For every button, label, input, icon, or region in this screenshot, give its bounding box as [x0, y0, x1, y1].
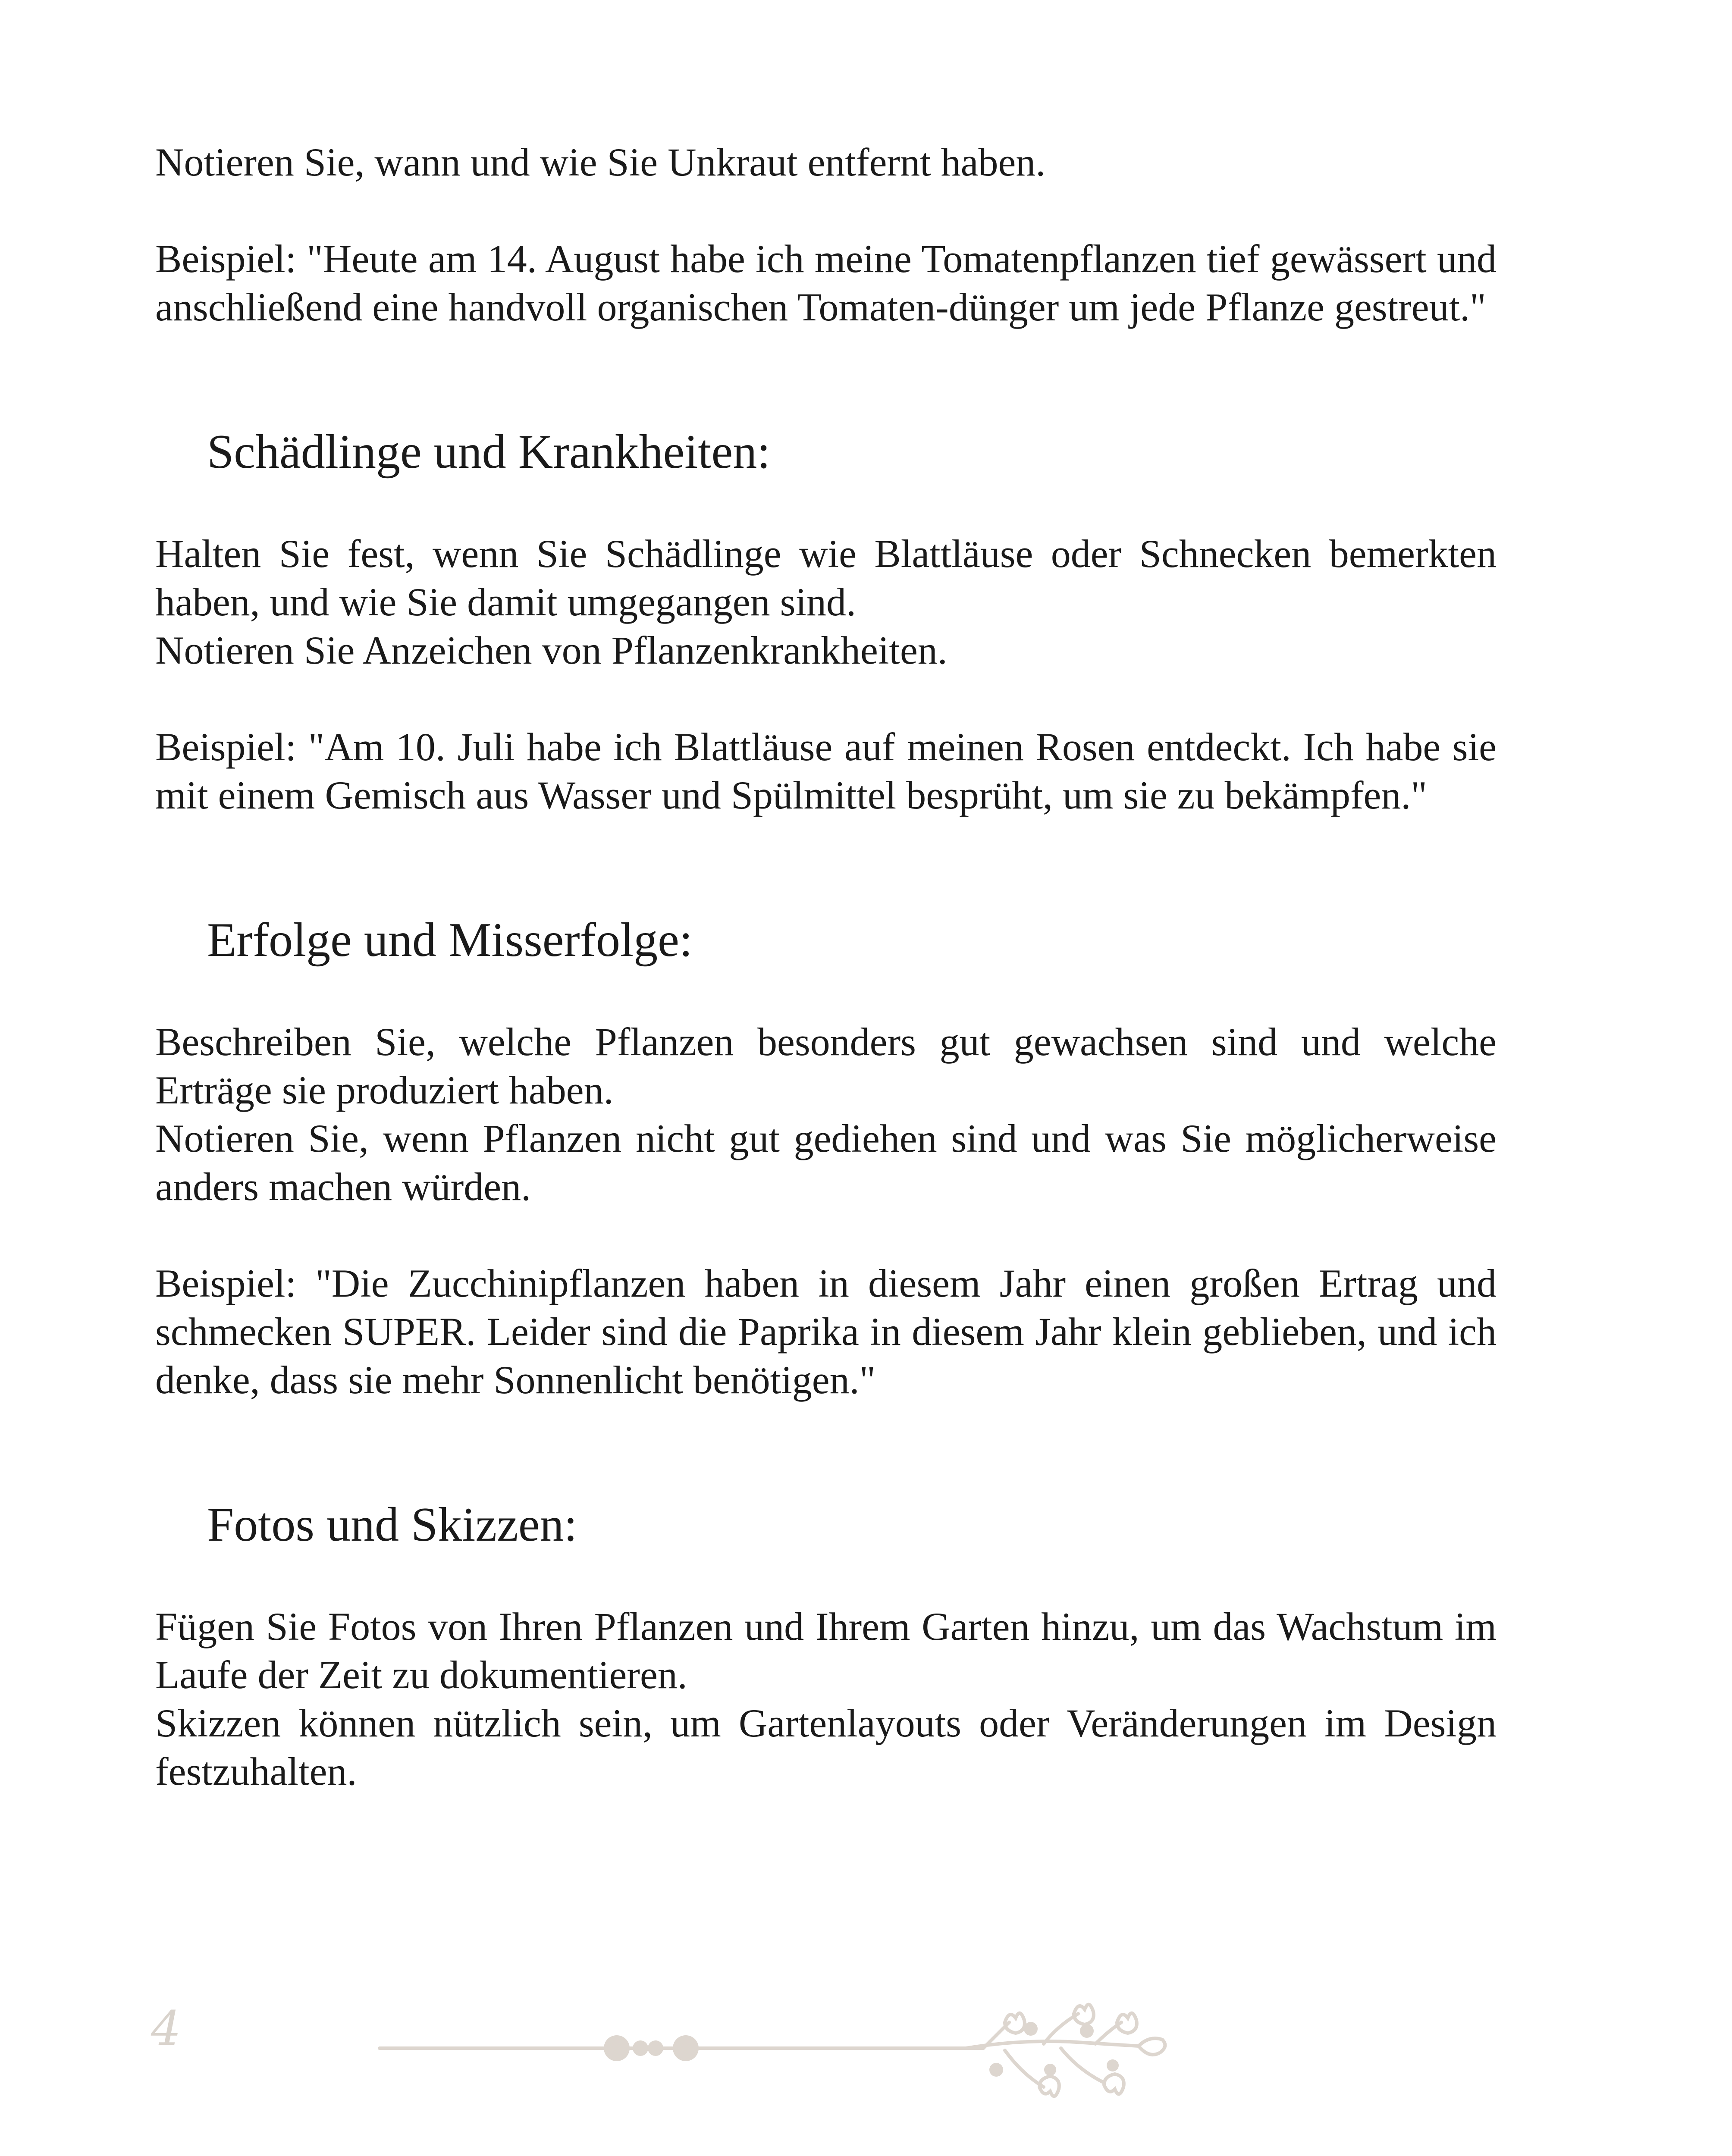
page-number: 4: [151, 2001, 181, 2056]
document-body: [155, 138, 1497, 1796]
success-text-2: Notieren Sie, wenn Pflanzen nicht gut gediehen sind und was Sie möglicherweise anders machen würden.: [155, 1116, 1497, 1209]
heading-success: Erfolge und Misserfolge:: [207, 913, 693, 967]
pests-text-1: Halten Sie fest, wenn Sie Schädlinge wie Blattläuse oder Schnecken bemerkten haben, und wie Sie damit umgegangen sind.: [155, 532, 1497, 624]
intro-example: Beispiel: "Heute am 14. August habe ich meine Tomatenpflanzen tief gewässert und anschließend eine handvoll organischen Tomaten-dünger um jede Pflanze gestreut.": [155, 237, 1497, 329]
pests-example: Beispiel: "Am 10. Juli habe ich Blattläuse auf meinen Rosen entdeckt. Ich habe sie mit einem Gemisch aus Wasser und Spülmittel besprüht, um sie zu bekämpfen.": [155, 725, 1497, 817]
photos-text-2: Skizzen können nützlich sein, um Gartenlayouts oder Veränderungen im Design festzuhalten.: [155, 1701, 1497, 1793]
heading-photos: Fotos und Skizzen:: [207, 1498, 577, 1551]
photos-text-1: Fügen Sie Fotos von Ihren Pflanzen und Ihrem Garten hinzu, um das Wachstum im Laufe der Zeit zu dokumentieren.: [155, 1604, 1497, 1697]
floral-vine-divider-icon: [371, 1988, 1216, 2126]
pests-text-2: Notieren Sie Anzeichen von Pflanzenkrankheiten.: [155, 628, 948, 672]
heading-pests: Schädlinge und Krankheiten:: [207, 425, 771, 479]
success-text-1: Beschreiben Sie, welche Pflanzen besonders gut gewachsen sind und welche Erträge sie produziert haben.: [155, 1020, 1497, 1112]
success-example: Beispiel: "Die Zucchinipflanzen haben in diesem Jahr einen großen Ertrag und schmecken SUPER. Leider sind die Paprika in diesem Jahr klein geblieben, und ich denke, dass sie mehr Sonnenlicht benötigen.": [155, 1261, 1497, 1402]
weeding-note: Notieren Sie, wann und wie Sie Unkraut entfernt haben.: [155, 140, 1046, 184]
